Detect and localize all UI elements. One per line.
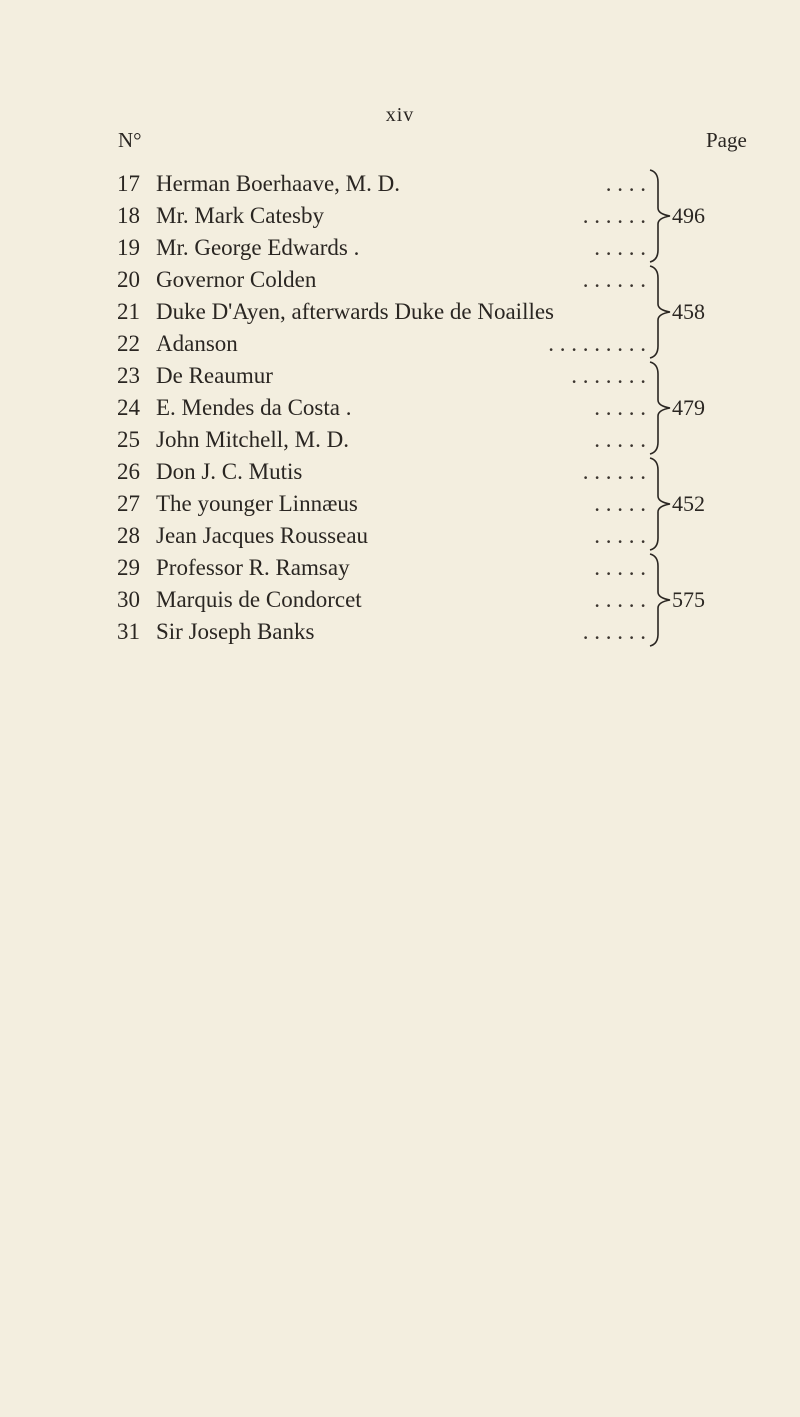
- page-reference: 452: [672, 491, 705, 516]
- dot-leader: . . . . .: [594, 395, 646, 420]
- page-group: [648, 168, 788, 264]
- entry-name: The younger Linnæus: [156, 491, 358, 516]
- entry-number: 17: [117, 171, 140, 196]
- entry-name: Don J. C. Mutis: [156, 459, 303, 484]
- dot-leader: . . . . .: [594, 235, 646, 260]
- dot-leader: . . . . . .: [582, 459, 646, 484]
- entry-name: De Reaumur: [156, 363, 273, 388]
- entry-name: E. Mendes da Costa .: [156, 395, 352, 420]
- entry-number: 24: [117, 395, 140, 420]
- entry-number: 21: [117, 299, 140, 324]
- entry-name: Mr. George Edwards .: [156, 235, 360, 260]
- page-group: [648, 264, 788, 360]
- page-reference: 479: [672, 395, 705, 420]
- entry-name: Marquis de Condorcet: [156, 587, 362, 612]
- column-header-page: Page: [706, 128, 747, 152]
- entry-number: 18: [117, 203, 140, 228]
- entry-number: 31: [117, 619, 140, 644]
- page-reference: 496: [672, 203, 705, 228]
- dot-leader: . . . . .: [594, 427, 646, 452]
- entry-name: Duke D'Ayen, afterwards Duke de Noailles: [156, 299, 555, 324]
- entry-number: 22: [117, 331, 140, 356]
- page-group: [648, 456, 788, 552]
- dot-leader: . . . . . .: [582, 619, 646, 644]
- entry-number: 30: [117, 587, 140, 612]
- entry-name: Governor Colden: [156, 267, 317, 292]
- entry-name: Professor R. Ramsay: [156, 555, 350, 580]
- entry-number: 27: [117, 491, 140, 516]
- dot-leader: . . . . . .: [582, 203, 646, 228]
- entry-number: 26: [117, 459, 140, 484]
- dot-leader: . . . . .: [594, 523, 646, 548]
- entry-name: John Mitchell, M. D.: [156, 427, 349, 452]
- page-reference: 458: [672, 299, 705, 324]
- entry-name: Herman Boerhaave, M. D.: [156, 171, 400, 196]
- entry-number: 29: [117, 555, 140, 580]
- dot-leader: . . . . . .: [582, 267, 646, 292]
- dot-leader: . . . . . . .: [571, 363, 646, 388]
- dot-leader: . . . . .: [594, 555, 646, 580]
- page-group: [648, 360, 788, 456]
- column-header-number: N°: [118, 128, 142, 152]
- entry-name: Adanson: [156, 331, 238, 356]
- entry-name: Mr. Mark Catesby: [156, 203, 325, 228]
- entry-number: 23: [117, 363, 140, 388]
- page-reference: 575: [672, 587, 705, 612]
- entry-name: Sir Joseph Banks: [156, 619, 315, 644]
- dot-leader: . . . . . . . . .: [548, 331, 646, 356]
- entry-number: 20: [117, 267, 140, 292]
- entry-number: 19: [117, 235, 140, 260]
- dot-leader: . . . . .: [594, 491, 646, 516]
- entry-number: 28: [117, 523, 140, 548]
- page-group: [648, 552, 788, 648]
- dot-leader: . . . .: [605, 171, 646, 196]
- page-number: xiv: [385, 104, 415, 126]
- entry-number: 25: [117, 427, 140, 452]
- dot-leader: . . . . .: [594, 587, 646, 612]
- entry-name: Jean Jacques Rousseau: [156, 523, 369, 548]
